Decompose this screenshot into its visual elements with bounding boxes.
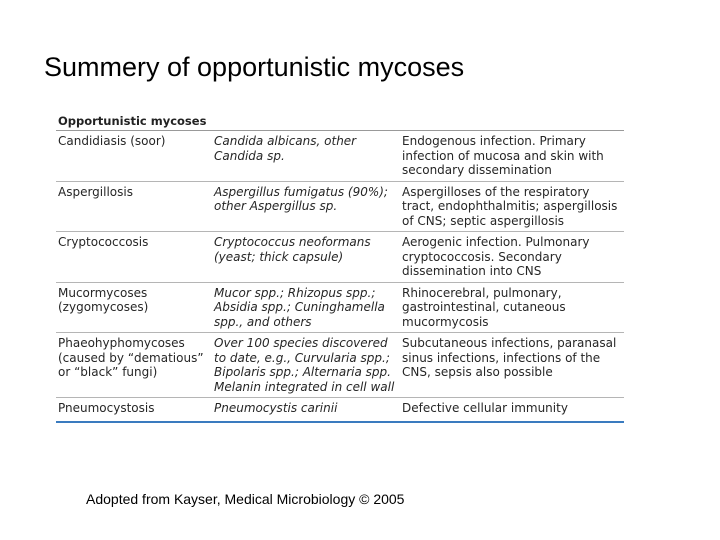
table-row — [56, 282, 624, 333]
table-bottom-rule — [56, 421, 624, 423]
description-cell: Subcutaneous infections, paranasal sinus infections, infections of the CNS, sepsis also possible — [400, 333, 624, 398]
description-cell: Aspergilloses of the respiratory tract, endophthalmitis; aspergillosis of CNS; septic aspergillosis — [400, 181, 624, 232]
organism-cell: Cryptococcus neoformans (yeast; thick capsule) — [212, 232, 400, 283]
table-header: Opportunistic mycoses — [56, 112, 624, 131]
description-cell: Endogenous infection. Primary infection of mucosa and skin with secondary dissemination — [400, 131, 624, 181]
disease-cell: Aspergillosis — [56, 181, 212, 232]
table-row — [56, 131, 624, 181]
mycoses-table-body — [56, 131, 624, 419]
disease-cell: Phaeohyphomycoses (caused by “dematious” or “black” fungi) — [56, 333, 212, 398]
description-cell: Rhinocerebral, pulmonary, gastrointestinal, cutaneous mucormycosis — [400, 282, 624, 333]
source-citation: Adopted from Kayser, Medical Microbiology © 2005 — [86, 491, 405, 507]
table-row — [56, 333, 624, 398]
mycoses-table — [56, 112, 624, 423]
disease-cell: Pneumocystosis — [58, 401, 155, 415]
disease-cell: Mucormycoses (zygomycoses) — [56, 282, 212, 333]
disease-cell: Cryptococcosis — [56, 232, 212, 283]
disease-cell: Candidiasis (soor) — [56, 131, 212, 181]
description-cell: Aerogenic infection. Pulmonary cryptococcosis. Secondary dissemination into CNS — [400, 232, 624, 283]
organism-cell: Over 100 species discovered to date, e.g., Curvularia spp.; Bipolaris spp.; Alternaria spp. Melanin integrated in cell wall — [212, 333, 400, 398]
organism-cell: Aspergillus fumigatus (90%); other Aspergillus sp. — [212, 181, 400, 232]
slide-title: Summery of opportunistic mycoses — [44, 52, 465, 82]
table-row — [56, 398, 624, 419]
organism-cell: Pneumocystis carinii — [214, 401, 338, 415]
description-cell: Defective cellular immunity — [402, 401, 568, 415]
organism-cell: Mucor spp.; Rhizopus spp.; Absidia spp.; Cuninghamella spp., and others — [212, 282, 400, 333]
organism-cell: Candida albicans, other Candida sp. — [212, 131, 400, 181]
table-row — [56, 232, 624, 283]
table-row — [56, 181, 624, 232]
